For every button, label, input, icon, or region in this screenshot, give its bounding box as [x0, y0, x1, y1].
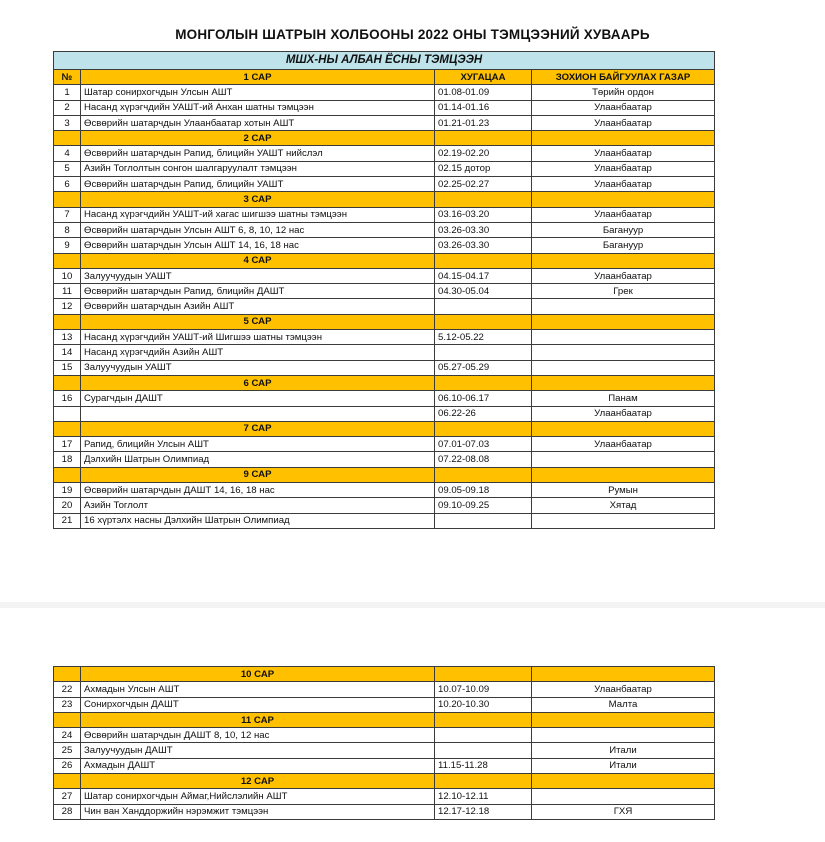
table-row — [54, 498, 715, 513]
event-place — [532, 728, 715, 743]
event-name: Залуучуудын УАШТ — [81, 360, 435, 375]
event-date: 11.15-11.28 — [435, 758, 532, 773]
event-place: Төрийн ордон — [532, 85, 715, 100]
schedule-table-page-1 — [53, 51, 715, 529]
table-row — [54, 222, 715, 237]
event-name: Ахмадын ДАШТ — [81, 758, 435, 773]
event-name: Залуучуудын УАШТ — [81, 268, 435, 283]
event-name: Өсвөрийн шатарчдын Рапид, блицийн ДАШТ — [81, 284, 435, 299]
event-place — [532, 789, 715, 804]
table-row — [54, 299, 715, 314]
event-name: Чин ван Ханддоржийн нэрэмжит тэмцээн — [81, 804, 435, 819]
event-name: Насанд хүрэгчдийн УАШТ-ий Шигшээ шатны тэмцээн — [81, 330, 435, 345]
event-date: 09.10-09.25 — [435, 498, 532, 513]
table-row — [54, 238, 715, 253]
month-place-cell — [532, 667, 715, 682]
event-date: 01.21-01.23 — [435, 115, 532, 130]
page-divider — [0, 602, 825, 608]
event-place: Панам — [532, 391, 715, 406]
row-number: 6 — [54, 177, 81, 192]
month-label: 7 САР — [81, 421, 435, 436]
event-name: Насанд хүрэгчдийн Азийн АШТ — [81, 345, 435, 360]
event-name: Рапид, блицийн Улсын АШТ — [81, 437, 435, 452]
table-row — [54, 85, 715, 100]
month-place-cell — [532, 131, 715, 146]
row-number: 14 — [54, 345, 81, 360]
event-place: Улаанбаатар — [532, 146, 715, 161]
event-date: 03.16-03.20 — [435, 207, 532, 222]
row-number: 11 — [54, 284, 81, 299]
row-number: 28 — [54, 804, 81, 819]
event-name: Дэлхийн Шатрын Олимпиад — [81, 452, 435, 467]
event-name: Азийн Тоглолтын сонгон шалгаруулалт тэмцээн — [81, 161, 435, 176]
event-date: 12.17-12.18 — [435, 804, 532, 819]
event-date: 07.22-08.08 — [435, 452, 532, 467]
table-row — [54, 452, 715, 467]
event-place: Итали — [532, 758, 715, 773]
header-num: № — [54, 70, 81, 85]
event-place: Улаанбаатар — [532, 682, 715, 697]
event-place: Малта — [532, 697, 715, 712]
event-name: Залуучуудын ДАШТ — [81, 743, 435, 758]
month-header-row — [54, 314, 715, 329]
table-row — [54, 437, 715, 452]
header-date: ХУГАЦАА — [435, 70, 532, 85]
table-row — [54, 284, 715, 299]
event-name: Өсвөрийн шатарчдын Азийн АШТ — [81, 299, 435, 314]
row-number: 10 — [54, 268, 81, 283]
event-name: Өсвөрийн шатарчдын Рапид, блицийн УАШТ — [81, 177, 435, 192]
row-number: 1 — [54, 85, 81, 100]
month-header-row — [54, 375, 715, 390]
event-name: Өсвөрийн шатарчдын Улсын АШТ 14, 16, 18 нас — [81, 238, 435, 253]
event-name: Өсвөрийн шатарчдын Рапид, блицийн УАШТ нийслэл — [81, 146, 435, 161]
table-row — [54, 100, 715, 115]
header-place: ЗОХИОН БАЙГУУЛАХ ГАЗАР — [532, 70, 715, 85]
event-name: Насанд хүрэгчдийн УАШТ-ий хагас шигшээ шатны тэмцээн — [81, 207, 435, 222]
event-name: Шатар сонирхогчдын Аймаг,Нийслэлийн АШТ — [81, 789, 435, 804]
document-title: МОНГОЛЫН ШАТРЫН ХОЛБООНЫ 2022 ОНЫ ТЭМЦЭЭНИЙ ХУВААРЬ — [175, 27, 650, 42]
month-num-cell — [54, 667, 81, 682]
month-place-cell — [532, 314, 715, 329]
event-place: Улаанбаатар — [532, 115, 715, 130]
table-row — [54, 697, 715, 712]
month-place-cell — [532, 467, 715, 482]
table-row — [54, 146, 715, 161]
month-place-cell — [532, 192, 715, 207]
month-num-cell — [54, 375, 81, 390]
event-place: Багануур — [532, 238, 715, 253]
row-number: 16 — [54, 391, 81, 406]
row-number: 13 — [54, 330, 81, 345]
table-row — [54, 330, 715, 345]
month-num-cell — [54, 712, 81, 727]
row-number: 26 — [54, 758, 81, 773]
table-row — [54, 728, 715, 743]
month-header-row — [54, 131, 715, 146]
row-number: 21 — [54, 513, 81, 528]
row-number: 15 — [54, 360, 81, 375]
month-header-row — [54, 192, 715, 207]
event-date: 10.20-10.30 — [435, 697, 532, 712]
event-date: 03.26-03.30 — [435, 222, 532, 237]
event-date: 01.08-01.09 — [435, 85, 532, 100]
event-name: 16 хүртэлх насны Дэлхийн Шатрын Олимпиад — [81, 513, 435, 528]
month-label: 12 САР — [81, 774, 435, 789]
month-date-cell — [435, 375, 532, 390]
month-date-cell — [435, 467, 532, 482]
month-label: 2 САР — [81, 131, 435, 146]
month-label: 11 САР — [81, 712, 435, 727]
event-place: Хятад — [532, 498, 715, 513]
event-date: 04.15-04.17 — [435, 268, 532, 283]
event-date — [435, 743, 532, 758]
event-place: Улаанбаатар — [532, 100, 715, 115]
event-date — [435, 345, 532, 360]
event-name: Өсвөрийн шатарчдын ДАШТ 14, 16, 18 нас — [81, 483, 435, 498]
month-date-cell — [435, 667, 532, 682]
month-num-cell — [54, 314, 81, 329]
table-row — [54, 177, 715, 192]
event-date: 06.10-06.17 — [435, 391, 532, 406]
table-row — [54, 115, 715, 130]
month-header-row — [54, 421, 715, 436]
table-row — [54, 682, 715, 697]
row-number: 3 — [54, 115, 81, 130]
row-number: 27 — [54, 789, 81, 804]
event-name: Сонирхогчдын ДАШТ — [81, 697, 435, 712]
event-name: Ахмадын Улсын АШТ — [81, 682, 435, 697]
row-number: 8 — [54, 222, 81, 237]
event-place: Румын — [532, 483, 715, 498]
row-number: 5 — [54, 161, 81, 176]
month-place-cell — [532, 712, 715, 727]
event-name: Насанд хүрэгчдийн УАШТ-ий Анхан шатны тэмцээн — [81, 100, 435, 115]
row-number: 7 — [54, 207, 81, 222]
table-header-row — [54, 70, 715, 85]
event-date: 12.10-12.11 — [435, 789, 532, 804]
month-header-row — [54, 467, 715, 482]
row-number: 17 — [54, 437, 81, 452]
event-date: 05.27-05.29 — [435, 360, 532, 375]
month-date-cell — [435, 131, 532, 146]
table-row — [54, 483, 715, 498]
table-row — [54, 804, 715, 819]
row-number: 25 — [54, 743, 81, 758]
event-date: 06.22-26 — [435, 406, 532, 421]
month-place-cell — [532, 375, 715, 390]
event-date: 04.30-05.04 — [435, 284, 532, 299]
row-number — [54, 406, 81, 421]
month-num-cell — [54, 421, 81, 436]
table-row — [54, 513, 715, 528]
month-header-row — [54, 667, 715, 682]
event-date: 03.26-03.30 — [435, 238, 532, 253]
row-number: 18 — [54, 452, 81, 467]
event-date: 5.12-05.22 — [435, 330, 532, 345]
table-row — [54, 758, 715, 773]
row-number: 19 — [54, 483, 81, 498]
table-row — [54, 268, 715, 283]
event-name: Өсвөрийн шатарчдын ДАШТ 8, 10, 12 нас — [81, 728, 435, 743]
event-date: 02.25-02.27 — [435, 177, 532, 192]
month-label: 9 САР — [81, 467, 435, 482]
month-header-row — [54, 253, 715, 268]
event-place: Итали — [532, 743, 715, 758]
event-date — [435, 299, 532, 314]
row-number: 9 — [54, 238, 81, 253]
schedule-table-page-2 — [53, 666, 715, 820]
month-label: 3 САР — [81, 192, 435, 207]
row-number: 4 — [54, 146, 81, 161]
month-date-cell — [435, 253, 532, 268]
month-date-cell — [435, 192, 532, 207]
event-date: 02.15 дотор — [435, 161, 532, 176]
event-place: Грек — [532, 284, 715, 299]
row-number: 20 — [54, 498, 81, 513]
table-row — [54, 743, 715, 758]
row-number: 24 — [54, 728, 81, 743]
row-number: 12 — [54, 299, 81, 314]
month-date-cell — [435, 421, 532, 436]
event-date — [435, 513, 532, 528]
month-num-cell — [54, 253, 81, 268]
table-banner-row — [54, 52, 715, 70]
month-date-cell — [435, 314, 532, 329]
header-month: 1 САР — [81, 70, 435, 85]
event-name: Өсвөрийн шатарчдын Улаанбаатар хотын АШТ — [81, 115, 435, 130]
event-date: 07.01-07.03 — [435, 437, 532, 452]
event-place — [532, 452, 715, 467]
event-place: Улаанбаатар — [532, 406, 715, 421]
month-date-cell — [435, 774, 532, 789]
event-place: Улаанбаатар — [532, 177, 715, 192]
event-place — [532, 513, 715, 528]
month-place-cell — [532, 253, 715, 268]
month-header-row — [54, 774, 715, 789]
event-date: 09.05-09.18 — [435, 483, 532, 498]
row-number: 22 — [54, 682, 81, 697]
month-date-cell — [435, 712, 532, 727]
event-place: Улаанбаатар — [532, 161, 715, 176]
event-place — [532, 345, 715, 360]
month-label: 10 САР — [81, 667, 435, 682]
event-place — [532, 360, 715, 375]
event-date: 01.14-01.16 — [435, 100, 532, 115]
month-place-cell — [532, 774, 715, 789]
month-header-row — [54, 712, 715, 727]
event-name: Азийн Тоглолт — [81, 498, 435, 513]
event-place: Улаанбаатар — [532, 207, 715, 222]
table-row — [54, 207, 715, 222]
event-name: Өсвөрийн шатарчдын Улсын АШТ 6, 8, 10, 12 нас — [81, 222, 435, 237]
event-date: 10.07-10.09 — [435, 682, 532, 697]
table-banner: МШХ-НЫ АЛБАН ЁСНЫ ТЭМЦЭЭН — [54, 52, 715, 70]
month-label: 4 САР — [81, 253, 435, 268]
event-place: Багануур — [532, 222, 715, 237]
month-num-cell — [54, 774, 81, 789]
row-number: 2 — [54, 100, 81, 115]
table-row — [54, 345, 715, 360]
event-name: Шатар сонирхогчдын Улсын АШТ — [81, 85, 435, 100]
month-label: 6 САР — [81, 375, 435, 390]
table-row — [54, 789, 715, 804]
table-row — [54, 161, 715, 176]
table-row — [54, 391, 715, 406]
event-place — [532, 299, 715, 314]
month-num-cell — [54, 192, 81, 207]
event-name: Сурагчдын ДАШТ — [81, 391, 435, 406]
month-place-cell — [532, 421, 715, 436]
event-place: Улаанбаатар — [532, 268, 715, 283]
table-row — [54, 406, 715, 421]
event-name — [81, 406, 435, 421]
month-label: 5 САР — [81, 314, 435, 329]
event-date: 02.19-02.20 — [435, 146, 532, 161]
event-place: ГХЯ — [532, 804, 715, 819]
event-place: Улаанбаатар — [532, 437, 715, 452]
row-number: 23 — [54, 697, 81, 712]
event-place — [532, 330, 715, 345]
month-num-cell — [54, 131, 81, 146]
table-row — [54, 360, 715, 375]
month-num-cell — [54, 467, 81, 482]
event-date — [435, 728, 532, 743]
